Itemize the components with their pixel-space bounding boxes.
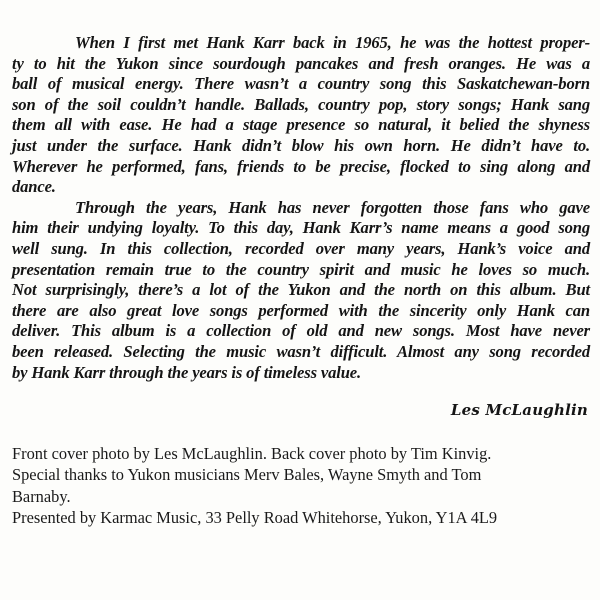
essay-line: there are also great love songs performed with the sincerity only Hank can	[12, 300, 590, 320]
liner-notes-essay	[12, 33, 590, 383]
essay-line: ball of musical energy. There wasn’t a country song this Saskatchewan-born	[12, 74, 590, 94]
credits-line-thanks-cont: Barnaby.	[12, 486, 71, 506]
essay-line: dance.	[12, 177, 56, 197]
author-signature: Les McLaughlin	[450, 401, 588, 419]
essay-line: deliver. This album is a collection of old and new songs. Most have never	[12, 321, 590, 341]
essay-line: well sung. In this collection, recorded over many years, Hank’s voice and	[12, 238, 590, 258]
essay-line: him their undying loyalty. To this day, Hank Karr’s name means a good song	[12, 218, 590, 238]
essay-line: ty to hit the Yukon since sourdough pancakes and fresh oranges. He was a	[12, 53, 590, 73]
essay-line: been released. Selecting the music wasn’t difficult. Almost any song recorded	[12, 341, 590, 361]
essay-paragraph-1	[12, 33, 590, 198]
essay-line: presentation remain true to the country spirit and music he loves so much.	[12, 259, 590, 279]
essay-line: Wherever he performed, fans, friends to be precise, flocked to sing along and	[12, 156, 590, 176]
credits-block	[12, 443, 592, 529]
credits-line-publisher: Presented by Karmac Music, 33 Pelly Road Whitehorse, Yukon, Y1A 4L9	[12, 508, 498, 528]
essay-line: Through the years, Hank has never forgotten those fans who gave	[75, 197, 590, 217]
essay-line: them all with ease. He had a stage presence so natural, it belied the shyness	[12, 115, 590, 135]
essay-line: When I first met Hank Karr back in 1965, he was the hottest proper-	[75, 33, 590, 52]
credits-line-thanks: Special thanks to Yukon musicians Merv Bales, Wayne Smyth and Tom	[12, 465, 482, 485]
credits-line-photo: Front cover photo by Les McLaughlin. Back cover photo by Tim Kinvig.	[12, 444, 492, 463]
essay-line: just under the surface. Hank didn’t blow his own horn. He didn’t have to.	[12, 135, 590, 155]
essay-line: by Hank Karr through the years is of timeless value.	[12, 362, 361, 382]
essay-line: son of the soil couldn’t handle. Ballads, country pop, story songs; Hank sang	[12, 94, 590, 114]
essay-line: Not surprisingly, there’s a lot of the Yukon and the north on this album. But	[12, 280, 590, 300]
essay-paragraph-2	[12, 198, 590, 383]
